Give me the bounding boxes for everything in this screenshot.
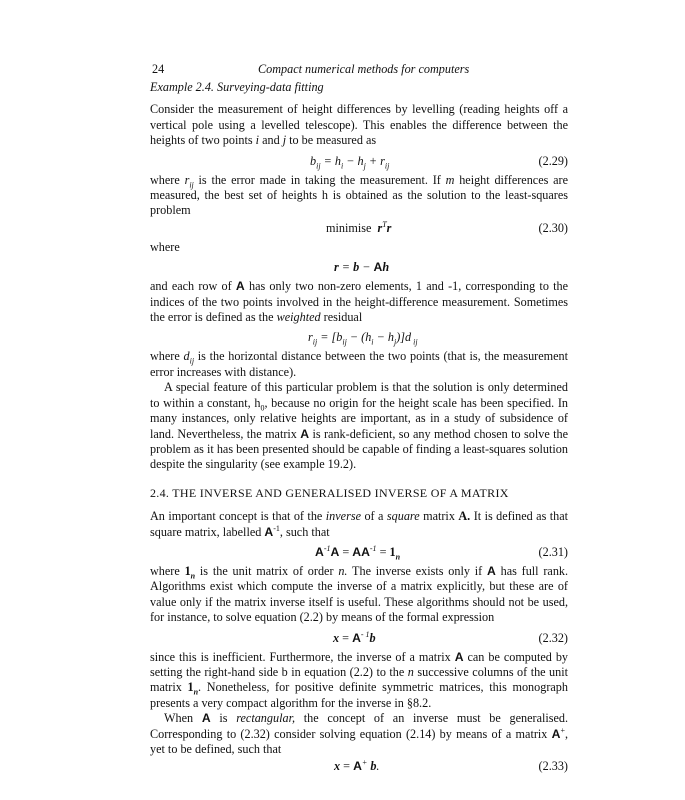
paragraph-error: where $r_{ij}$ is the error made in taking the measurement. If m height differences are measured, the best set of heights h is obtained as the solution to the least-squares problem xyxy=(150,172,569,218)
running-header xyxy=(150,62,568,78)
equation-number: (2.29) xyxy=(538,153,568,168)
equation-2-31: $A^{-1}A = AA^{-1} = 1_n$ (2.31) xyxy=(315,543,568,562)
equation-number: (2.31) xyxy=(538,544,568,559)
paragraph-generalised: When A is rectangular, the concept of an inverse must be generalised. Corresponding to (2.32) consider solving equation (2.14) by means of a matrix A+, yet to be defined, such that xyxy=(150,711,569,756)
example-title: Example 2.4. Surveying-data fitting xyxy=(150,80,324,94)
paragraph-inefficient: since this is inefficient. Furthermore, the inverse of a matrix A can be computed by setting the right-hand side b in equation (2.2) to the n successive columns of the unit matrix $1_n$. Nonetheless, for positive definite symmetric matrices, this monograph presents a very compact algorithm for the inverse in §8.2. xyxy=(150,649,569,710)
equation-2-30: minimise $r^Tr$ (2.30) xyxy=(326,219,568,235)
paragraph-distance: where $d_{ij}$ is the horizontal distance between the two points (that is, the measurement error increases with distance). xyxy=(150,349,569,379)
equation-weighted-residual: $r_{ij} = [b_{ij} - (h_i - h_j)]d$ $_{ij}$ xyxy=(308,330,418,347)
paragraph-unit-matrix: where $1_n$ is the unit matrix of order n. The inverse exists only if A has full rank. Algorithms exist which compute the inverse of a matrix explicitly, but these are of value only if the matrix inverse itself is useful. These algorithms should not be used, for instance, to solve equation (2.2) by means of the formal expression xyxy=(150,563,569,625)
equation-2-33: x = A+ b. (2.33) xyxy=(334,758,568,774)
page-content xyxy=(150,62,568,778)
equation-number: (2.33) xyxy=(538,759,568,774)
paragraph-inverse: An important concept is that of the inverse of a square matrix A. It is defined as that square matrix, labelled $A^{-1}$, such that xyxy=(150,509,569,539)
equation-2-32: $x = A^{- 1}b$ (2.32) xyxy=(333,629,568,645)
equation-residual: r = b − Ah xyxy=(334,260,390,275)
section-heading: 2.4. THE INVERSE AND GENERALISED INVERSE OF A MATRIX xyxy=(150,485,509,500)
equation-2-29: $b_{ij} = h_i - h_j + r_{ij}$ (2.29) xyxy=(310,153,568,171)
paragraph-special-feature: A special feature of this particular problem is that the solution is only determined to within a constant, $h_0$, because no origin for the height scale has been specified. In many instances, only relative heights are important, as in a study of subsidence of land. Nevertheless, the matrix A is rank-deficient, so any method chosen to solve the problem as it has been presented should be capable of finding a least-squares solution despite the singularity (see example 19.2). xyxy=(150,380,569,472)
page-number: 24 xyxy=(152,62,165,76)
paragraph-rows: and each row of A has only two non-zero elements, 1 and -1, corresponding to the indices of the two points involved in the height-difference measurement. Sometimes the error is defined as the weighted residual xyxy=(150,279,569,325)
equation-number: (2.32) xyxy=(538,630,568,645)
where-label: where xyxy=(150,239,180,254)
equation-number: (2.30) xyxy=(538,220,568,235)
paragraph-levelling: Consider the measurement of height differences by levelling (reading heights off a vertical pole using a levelled telescope). This enables the difference between the heights of two points i and j to be measured as xyxy=(150,102,568,148)
running-title: Compact numerical methods for computers xyxy=(258,62,470,76)
